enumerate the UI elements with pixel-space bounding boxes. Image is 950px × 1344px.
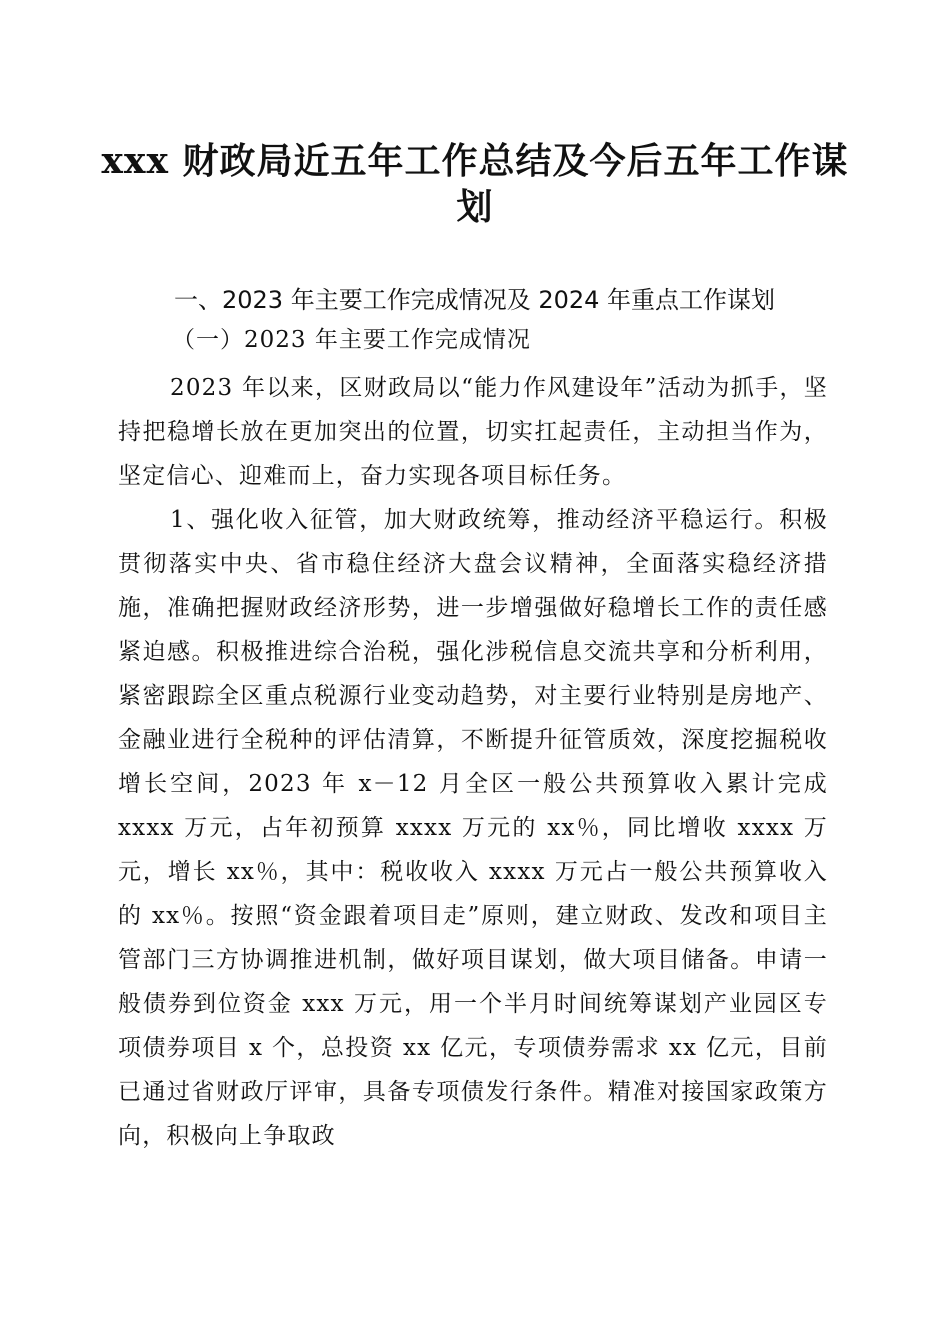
subsection-heading: （一）2023 年主要工作完成情况: [172, 327, 531, 353]
document-title: xxx 财政局近五年工作总结及今后五年工作谋划: [101, 140, 849, 228]
section-heading: 一、2023 年主要工作完成情况及 2024 年重点工作谋划: [174, 286, 776, 314]
paragraph-intro: 2023 年以来，区财政局以“能力作风建设年”活动为抓手，坚持把稳增长放在更加突出的位置，切实扛起责任，主动担当作为，坚定信心、迎难而上，奋力实现各项目标任务。: [118, 375, 828, 489]
paragraph-revenue: 1、强化收入征管，加大财政统筹，推动经济平稳运行。积极贯彻落实中央、省市稳住经济大盘会议精神，全面落实稳经济措施，准确把握财政经济形势，进一步增强做好稳增长工作的责任感紧迫感。积极推进综合治税，强化涉税信息交流共享和分析利用，紧密跟踪全区重点税源行业变动趋势，对主要行业特别是房地产、金融业进行全税种的评估清算，不断提升征管质效，深度挖掘税收增长空间，2023 年 x－12 月全区一般公共预算收入累计完成 xxxx 万元，占年初预算 xxxx 万元的 xx％，同比增收 xxxx 万元，增长 xx％，其中：税收收入 xxxx 万元占一般公共预算收入的 xx％。按照“资金跟着项目走”原则，建立财政、发改和项目主管部门三方协调推进机制，做好项目谋划，做大项目储备。申请一般债券到位资金 xxx 万元，用一个半月时间统筹谋划产业园区专项债券项目 x 个，总投资 xx 亿元，专项债券需求 xx 亿元，目前已通过省财政厅评审，具备专项债发行条件。精准对接国家政策方向，积极向上争取政: [118, 507, 828, 1149]
